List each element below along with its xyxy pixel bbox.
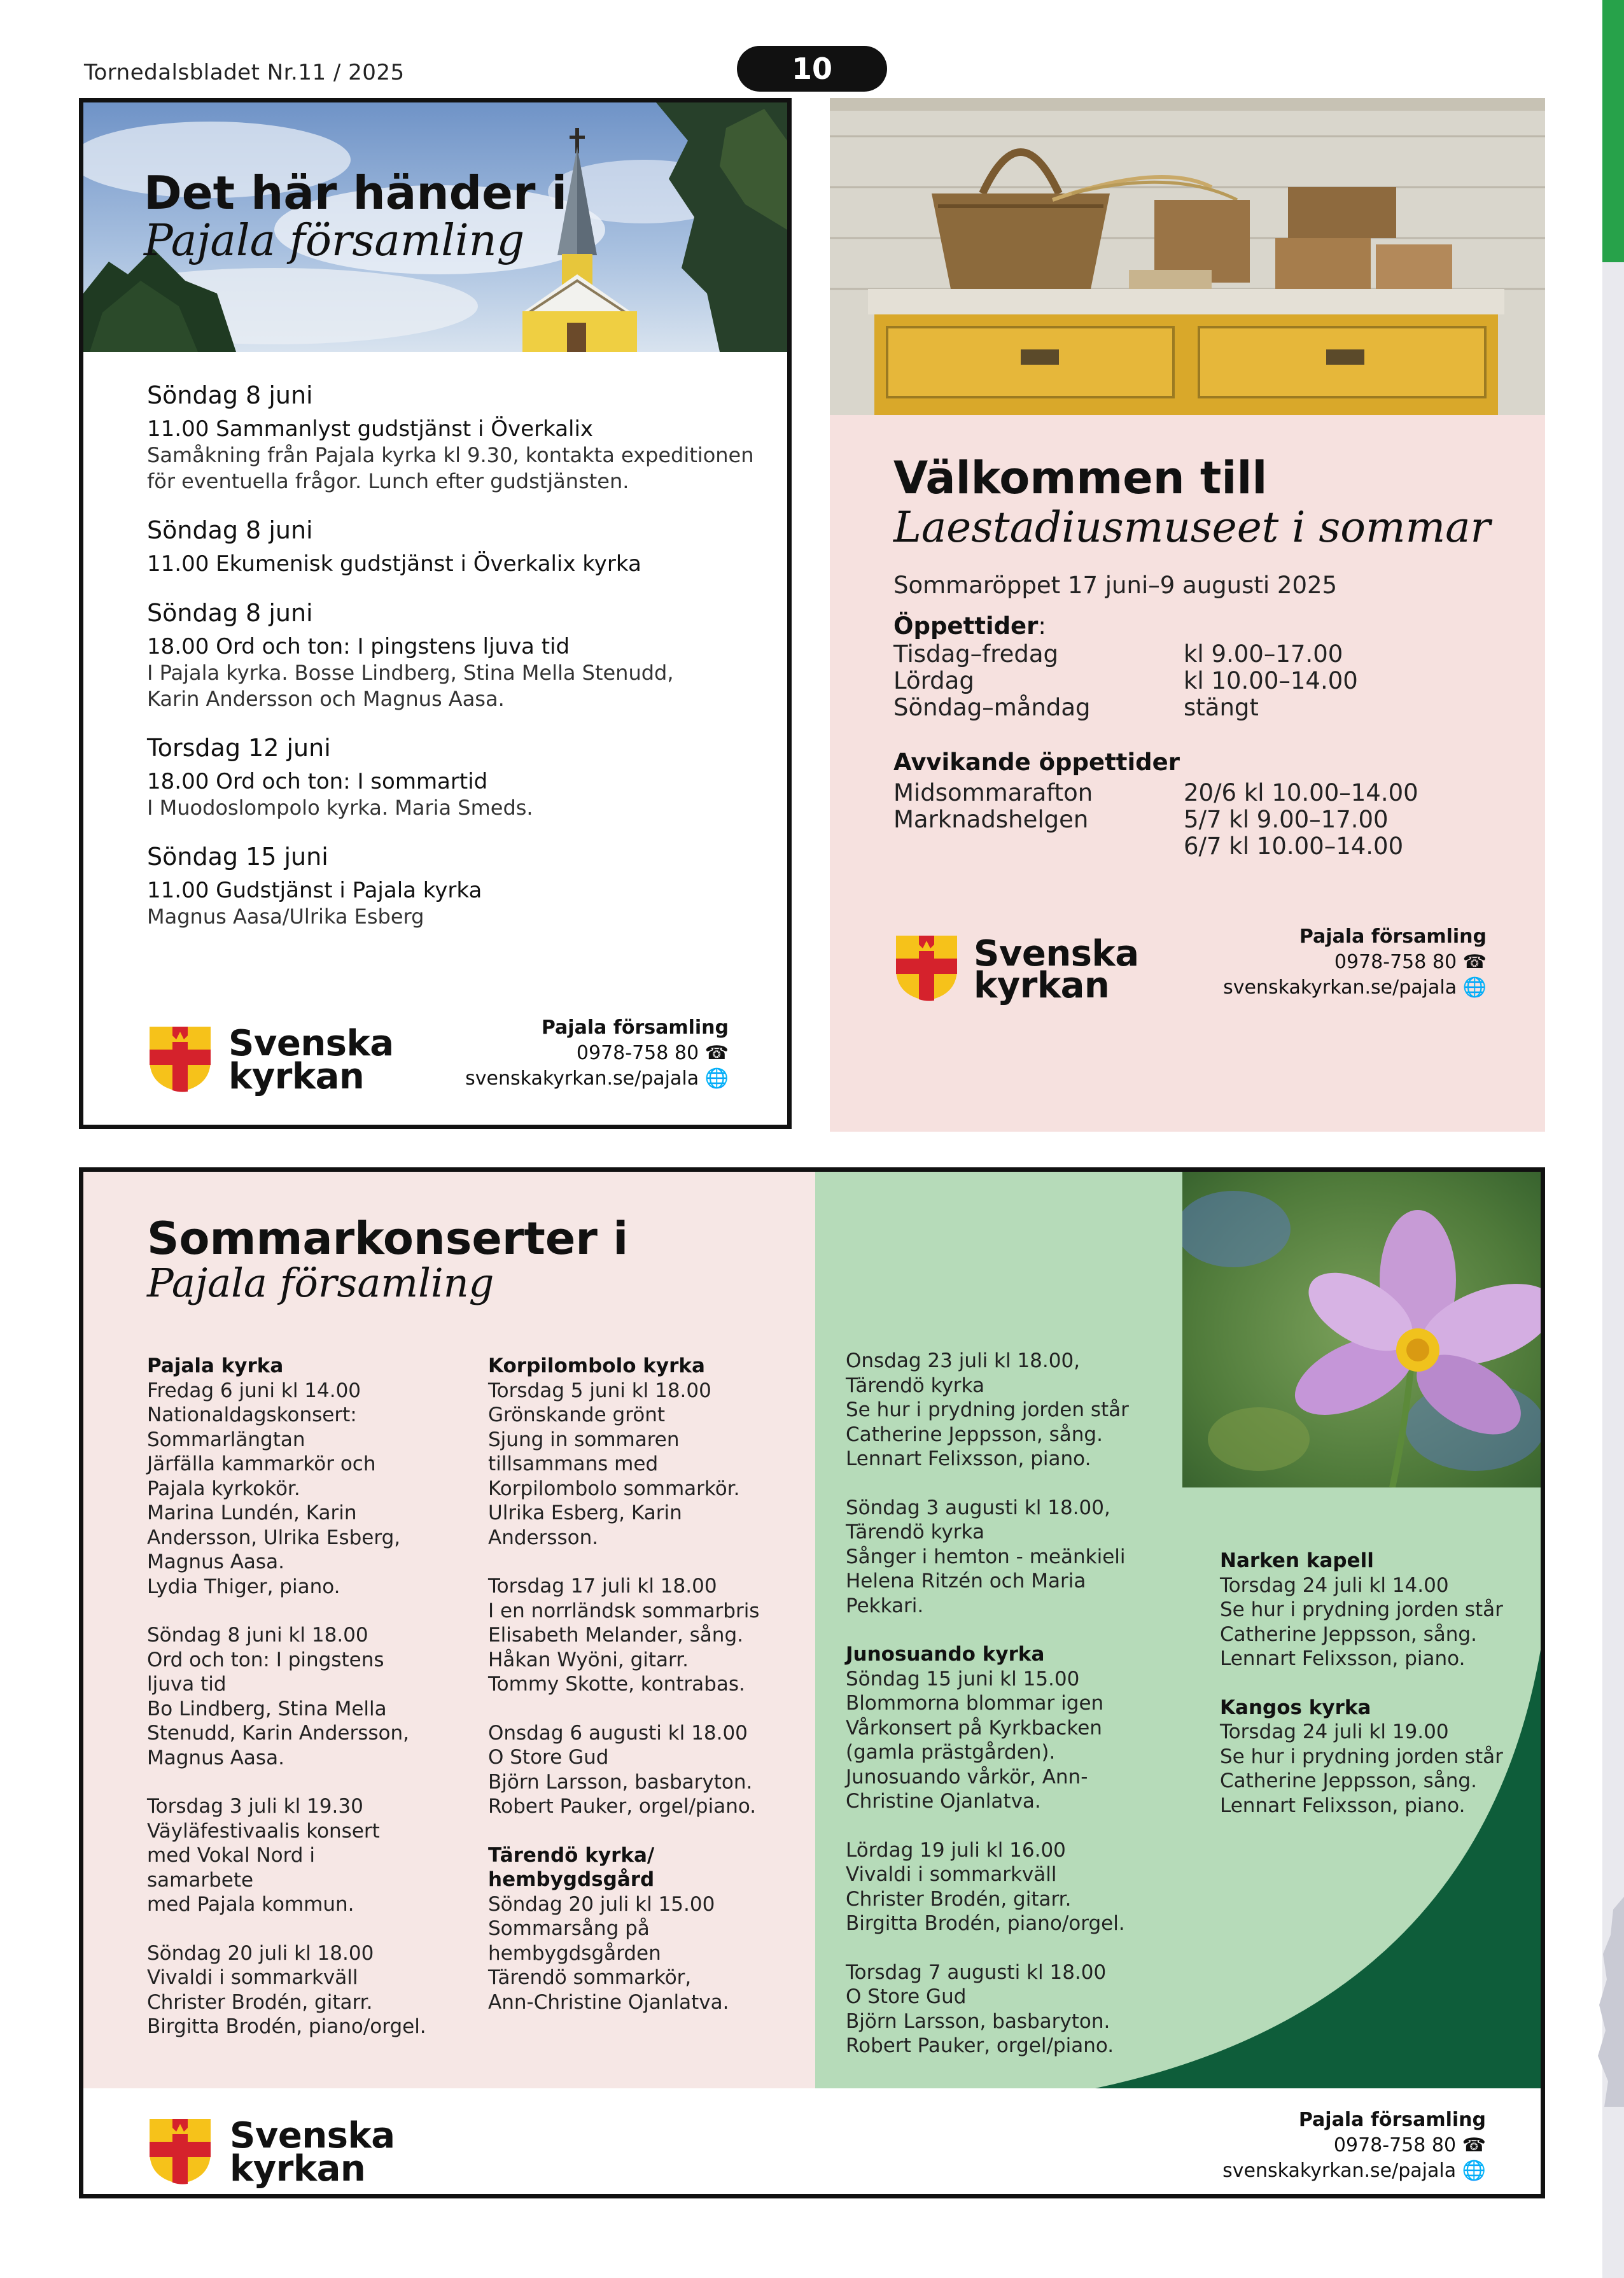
events-title: Det här händer i [144,166,568,220]
phone-icon: ☎ [1462,951,1487,973]
concert-entry [488,1721,819,1819]
concert-line: Robert Pauker, orgel/piano. [488,1795,757,1818]
concert-line: O Store Gud [846,1985,967,2008]
deviating-value: 5/7 kl 9.00–17.00 [1184,806,1389,833]
venue-heading: Tärendö kyrka/ [488,1843,655,1867]
concert-line: Vivaldi i sommarkväll [846,1863,1057,1886]
concert-line: Bo Lindberg, Stina Mella [147,1697,387,1720]
contact-phone[interactable]: 0978-758 80 [1333,2134,1457,2156]
concert-column-3 [846,1349,1189,2083]
hours-label: Tisdag–fredag [893,640,1058,668]
concert-line: samarbete [147,1868,254,1892]
concert-column-4 [1220,1549,1538,1842]
concert-line: Catherine Jeppsson, sång. [1220,1769,1477,1792]
concert-line: Korpilombolo sommarkör. [488,1477,740,1500]
concert-line: Tommy Skotte, kontrabas. [488,1673,745,1696]
contact-block [1222,2107,1486,2184]
venue-heading: Kangos kyrka [1220,1696,1371,1719]
museum-subtitle: Laestadiusmuseet i sommar [893,503,1491,552]
hours-value: kl 9.00–17.00 [1184,640,1343,668]
concert-entry [147,1941,478,2039]
concert-line: Vårkonsert på Kyrkbacken [846,1716,1102,1740]
concert-column-2 [488,1354,819,2039]
event-day: Söndag 8 juni [147,516,313,544]
venue-heading: Korpilombolo kyrka [488,1354,705,1377]
contact-web[interactable]: svenskakyrkan.se/pajala [465,1067,699,1090]
contact-web[interactable]: svenskakyrkan.se/pajala [1222,2160,1457,2182]
concert-entry [147,1794,478,1917]
concert-entry [488,1354,819,1550]
concert-entry [488,1843,819,2015]
concert-line: Söndag 20 juli kl 15.00 [488,1892,715,1916]
event-description: I Pajala kyrka. Bosse Lindberg, Stina Mella Stenudd, [147,661,674,685]
concert-line: Järfälla kammarkör och [147,1452,376,1475]
concert-line: Stenudd, Karin Andersson, [147,1722,410,1745]
logo-word-2: kyrkan [974,965,1110,1006]
concert-line: Helena Ritzén och Maria [846,1570,1086,1592]
globe-icon: 🌐 [1462,2160,1486,2182]
event-item [147,843,771,930]
concert-line: Robert Pauker, orgel/piano. [846,2034,1114,2057]
event-title: 18.00 Ord och ton: I sommartid [147,769,488,794]
event-description: Magnus Aasa/Ulrika Esberg [147,904,424,929]
concert-line: Tärendö kyrka [846,1374,984,1397]
svenska-kyrkan-logo [147,2115,414,2190]
deviating-label: Midsommarafton [893,779,1093,806]
concert-line: I en norrländsk sommarbris [488,1599,760,1622]
section-color-tab [1602,0,1624,262]
concert-line: Ord och ton: I pingstens [147,1648,384,1671]
concert-line: Tärendö sommarkör, [488,1966,692,1989]
concert-line: Catherine Jeppsson, sång. [1220,1622,1477,1646]
venue-heading: Narken kapell [1220,1549,1374,1572]
concert-line: O Store Gud [488,1746,609,1769]
concert-line: Christer Brodén, gitarr. [147,1990,373,2014]
logo-word-1: Svenska [974,933,1139,974]
contact-org: Pajala församling [541,1016,729,1039]
concert-line: Catherine Jeppsson, sång. [846,1423,1103,1446]
concert-line: Pajala kyrkokör. [147,1477,300,1500]
concert-line: Junosuando vårkör, Ann- [846,1765,1088,1789]
venue-heading: Junosuando kyrka [846,1643,1045,1666]
concert-line: Sånger i hemton - meänkieli [846,1545,1126,1568]
concert-entry [1220,1549,1538,1671]
concert-line: Se hur i prydning jorden står [1220,1598,1503,1621]
concert-line: Sjung in sommaren [488,1428,680,1451]
concert-line: Blommorna blommar igen [846,1692,1104,1715]
concert-line: Ulrika Esberg, Karin [488,1501,682,1524]
museum-ad [830,98,1545,1132]
concert-line: ljuva tid [147,1673,227,1696]
concert-line: Lydia Thiger, piano. [147,1575,340,1598]
concert-line: Björn Larsson, basbaryton. [846,2009,1110,2033]
region-map-fragment [1594,1897,1624,2107]
concert-line: Torsdag 24 juli kl 19.00 [1220,1720,1449,1743]
opening-hours-heading: Öppettider: [893,612,1046,640]
concert-line: Söndag 20 juli kl 18.00 [147,1941,374,1965]
concert-line: Andersson. [488,1526,599,1549]
concert-line: Nationaldagskonsert: [147,1403,357,1426]
hours-value: stängt [1184,694,1259,721]
contact-phone[interactable]: 0978-758 80 [576,1042,699,1064]
concert-entry [488,1574,819,1697]
concert-line: Söndag 8 juni kl 18.00 [147,1624,368,1647]
museum-photo [830,98,1545,415]
concert-line: med Pajala kommun. [147,1893,354,1916]
logo-word-1: Svenska [230,2115,395,2156]
globe-icon: 🌐 [704,1067,729,1090]
concert-line: Sommarlängtan [147,1428,305,1451]
event-day: Söndag 15 juni [147,843,328,871]
contact-org: Pajala församling [1299,925,1487,948]
event-description: för eventuella frågor. Lunch efter gudstjänsten. [147,469,629,493]
deviating-value: 6/7 kl 10.00–14.00 [1184,833,1404,860]
church-crest-icon [147,1024,213,1093]
event-item [147,381,771,495]
concert-line: Lennart Felixsson, piano. [1220,1647,1466,1670]
deviating-label: Marknadshelgen [893,806,1089,833]
venue-heading: hembygdsgård [488,1868,655,1891]
flower-photo [1182,1172,1541,1487]
concert-line: hembygdsgården [488,1941,661,1965]
contact-block [1223,924,1487,1001]
concert-line: Marina Lundén, Karin [147,1501,357,1524]
concert-line: Lennart Felixsson, piano. [1220,1794,1466,1817]
event-description: Samåkning från Pajala kyrka kl 9.30, kontakta expeditionen [147,443,754,467]
concert-entry [846,1960,1189,2058]
concert-line: Birgitta Brodén, piano/orgel. [846,1912,1125,1935]
hours-value: kl 10.00–14.00 [1184,667,1358,694]
event-title: 11.00 Ekumenisk gudstjänst i Överkalix kyrka [147,551,641,577]
concert-line: Christine Ojanlatva. [846,1790,1041,1813]
concerts-subtitle: Pajala församling [147,1260,494,1306]
concert-line: Se hur i prydning jorden står [1220,1745,1503,1768]
church-crest-icon [893,933,960,1002]
concert-line: (gamla prästgården). [846,1741,1056,1764]
concert-line: Magnus Aasa. [147,1550,284,1573]
globe-icon: 🌐 [1462,976,1487,999]
concert-line: Ann-Christine Ojanlatva. [488,1990,729,2014]
publication-header: Tornedalsbladet Nr.11 / 2025 [84,60,405,85]
hours-label: Söndag–måndag [893,694,1091,721]
summer-season: Sommaröppet 17 juni–9 augusti 2025 [893,572,1338,599]
phone-icon: ☎ [1462,2134,1486,2156]
concert-line: tillsammans med [488,1452,659,1475]
museum-title: Välkommen till [893,452,1268,504]
concert-entry [147,1354,478,1599]
event-description: I Muodoslompolo kyrka. Maria Smeds. [147,796,533,820]
svenska-kyrkan-logo [147,1023,414,1097]
concert-entry [846,1642,1189,1814]
event-item [147,516,771,577]
concert-entry [1220,1696,1538,1818]
concert-line: Andersson, Ulrika Esberg, [147,1526,401,1549]
concert-line: Christer Brodén, gitarr. [846,1887,1072,1911]
event-day: Söndag 8 juni [147,599,313,627]
concert-line: Torsdag 7 augusti kl 18.00 [846,1960,1107,1984]
church-crest-icon [147,2116,213,2185]
concert-entry [846,1496,1189,1619]
deviating-hours-heading: Avvikande öppettider [893,749,1180,776]
concerts-ad [79,1167,1545,2198]
event-title: 11.00 Gudstjänst i Pajala kyrka [147,878,482,903]
hours-label: Lördag [893,667,974,694]
concert-line: Birgitta Brodén, piano/orgel. [147,2015,426,2038]
contact-block [465,1015,729,1092]
concert-line: Se hur i prydning jorden står [846,1398,1129,1421]
concert-line: Sommarsång på [488,1917,650,1940]
logo-word-2: kyrkan [228,1056,365,1097]
concert-line: Torsdag 5 juni kl 18.00 [488,1379,711,1402]
events-ad [79,98,792,1129]
phone-icon: ☎ [704,1042,729,1064]
concert-line: Magnus Aasa. [147,1746,284,1769]
concert-line: Söndag 3 augusti kl 18.00, [846,1496,1110,1519]
contact-org: Pajala församling [1298,2109,1486,2131]
concert-line: Väyläfestivaalis konsert [147,1819,380,1843]
concert-line: Onsdag 23 juli kl 18.00, [846,1349,1081,1372]
concert-line: Torsdag 24 juli kl 14.00 [1220,1573,1449,1597]
concert-line: Vivaldi i sommarkväll [147,1966,358,1989]
deviating-value: 20/6 kl 10.00–14.00 [1184,779,1418,806]
concert-line: Torsdag 17 juli kl 18.00 [488,1575,717,1598]
concert-line: Lennart Felixsson, piano. [846,1447,1091,1470]
venue-heading: Pajala kyrka [147,1354,284,1377]
page-number: 10 [737,46,887,92]
concert-line: med Vokal Nord i [147,1844,315,1867]
logo-word-1: Svenska [228,1023,394,1064]
concert-line: Björn Larsson, basbaryton. [488,1770,753,1794]
concert-line: Torsdag 3 juli kl 19.30 [147,1795,363,1818]
event-day: Söndag 8 juni [147,381,313,409]
contact-web[interactable]: svenskakyrkan.se/pajala [1223,976,1457,999]
concert-line: Pekkari. [846,1594,924,1617]
contact-phone[interactable]: 0978-758 80 [1334,951,1457,973]
concert-line: Håkan Wyöni, gitarr. [488,1648,689,1671]
concert-line: Tärendö kyrka [846,1521,984,1543]
event-list [147,381,771,952]
concert-line: Elisabeth Melander, sång. [488,1624,743,1647]
events-subtitle: Pajala församling [144,216,525,266]
logo-word-2: kyrkan [230,2148,366,2190]
svenska-kyrkan-logo [893,933,1161,1006]
concert-entry [846,1838,1189,1936]
concert-line: Lördag 19 juli kl 16.00 [846,1838,1066,1862]
event-title: 11.00 Sammanlyst gudstjänst i Överkalix [147,416,594,442]
concerts-title: Sommarkonserter i [147,1213,629,1265]
concert-line: Fredag 6 juni kl 14.00 [147,1379,361,1402]
event-item [147,734,771,821]
event-title: 18.00 Ord och ton: I pingstens ljuva tid [147,634,570,659]
event-day: Torsdag 12 juni [147,734,331,762]
concert-line: Onsdag 6 augusti kl 18.00 [488,1721,748,1745]
concert-line: Grönskande grönt [488,1403,666,1426]
concert-entry [147,1623,478,1770]
concert-entry [846,1349,1189,1472]
event-description: Karin Andersson och Magnus Aasa. [147,687,505,711]
concert-line: Söndag 15 juni kl 15.00 [846,1667,1080,1691]
concert-column-1 [147,1354,478,2064]
event-item [147,599,771,712]
